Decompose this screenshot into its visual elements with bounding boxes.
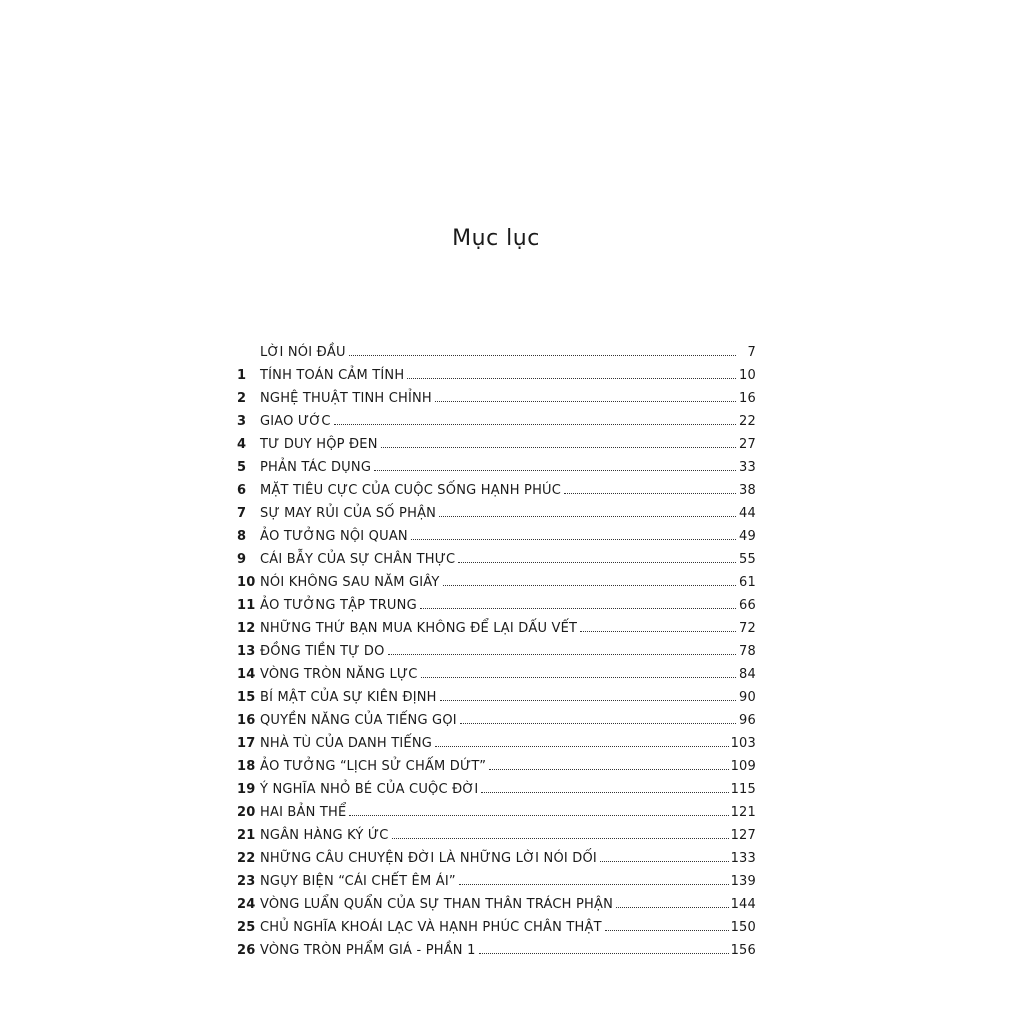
- toc-entry: [232, 437, 756, 460]
- dot-leader: [479, 952, 729, 954]
- toc-entry-number: 25: [237, 920, 256, 935]
- dot-leader: [459, 883, 729, 885]
- toc-entry-page-number: 150: [730, 920, 756, 935]
- dot-leader: [564, 492, 736, 494]
- toc-entry: [232, 828, 756, 851]
- toc-entry-number: 9: [237, 552, 247, 567]
- toc-entry-title: ẢO TƯỞNG NỘI QUAN: [260, 529, 408, 544]
- toc-entry-page-number: 38: [739, 483, 756, 498]
- toc-entry-number: 20: [237, 805, 256, 820]
- table-of-contents: [232, 345, 756, 966]
- toc-entry-title: CHỦ NGHĨA KHOÁI LẠC VÀ HẠNH PHÚC CHÂN THẬT: [260, 920, 602, 935]
- toc-entry-title: GIAO ƯỚC: [260, 414, 331, 429]
- toc-entry-title: NGÂN HÀNG KÝ ỨC: [260, 828, 389, 843]
- toc-entry: [232, 759, 756, 782]
- toc-entry: [232, 552, 756, 575]
- toc-entry-number: 6: [237, 483, 247, 498]
- toc-entry-number: 5: [237, 460, 247, 475]
- toc-entry-number: 15: [237, 690, 256, 705]
- toc-entry-title: Ý NGHĨA NHỎ BÉ CỦA CUỘC ĐỜI: [260, 782, 479, 797]
- dot-leader: [489, 768, 728, 770]
- toc-entry-page-number: 109: [730, 759, 756, 774]
- toc-entry-page-number: 72: [739, 621, 756, 636]
- toc-entry-page-number: 55: [739, 552, 756, 567]
- toc-entry-number: 19: [237, 782, 256, 797]
- toc-entry-page-number: 90: [739, 690, 756, 705]
- toc-entry: [232, 943, 756, 966]
- toc-entry: [232, 690, 756, 713]
- dot-leader: [334, 423, 736, 425]
- toc-entry-title: QUYỀN NĂNG CỦA TIẾNG GỌI: [260, 713, 457, 728]
- toc-entry-page-number: 16: [739, 391, 756, 406]
- toc-entry: [232, 529, 756, 552]
- toc-entry-title: NHÀ TÙ CỦA DANH TIẾNG: [260, 736, 433, 751]
- toc-entry: [232, 897, 756, 920]
- toc-entry-number: 24: [237, 897, 256, 912]
- toc-entry-page-number: 96: [739, 713, 756, 728]
- dot-leader: [443, 584, 736, 586]
- toc-entry-title: NÓI KHÔNG SAU NĂM GIÂY: [260, 575, 440, 590]
- toc-entry-number: 4: [237, 437, 247, 452]
- toc-entry-number: 21: [237, 828, 256, 843]
- dot-leader: [388, 653, 736, 655]
- toc-entry-page-number: 61: [739, 575, 756, 590]
- toc-entry: [232, 414, 756, 437]
- toc-entry-page-number: 22: [739, 414, 756, 429]
- toc-entry-number: 3: [237, 414, 247, 429]
- toc-entry-page-number: 49: [739, 529, 756, 544]
- toc-entry-title: NHỮNG CÂU CHUYỆN ĐỜI LÀ NHỮNG LỜI NÓI DỐI: [260, 851, 597, 866]
- toc-entry-number: 14: [237, 667, 256, 682]
- toc-entry-number: 7: [237, 506, 247, 521]
- toc-entry: [232, 345, 756, 368]
- dot-leader: [374, 469, 736, 471]
- dot-leader: [458, 561, 736, 563]
- toc-entry: [232, 460, 756, 483]
- toc-entry-number: 10: [237, 575, 256, 590]
- toc-entry-page-number: 133: [730, 851, 756, 866]
- dot-leader: [421, 676, 736, 678]
- dot-leader: [381, 446, 736, 448]
- toc-entry-title: NHỮNG THỨ BẠN MUA KHÔNG ĐỂ LẠI DẤU VẾT: [260, 621, 578, 636]
- toc-entry-title: ẢO TƯỞNG TẬP TRUNG: [260, 598, 417, 613]
- toc-entry-page-number: 139: [730, 874, 756, 889]
- toc-entry-page-number: 66: [739, 598, 756, 613]
- toc-entry-title: LỜI NÓI ĐẦU: [260, 345, 346, 360]
- toc-entry-title: BÍ MẬT CỦA SỰ KIÊN ĐỊNH: [260, 690, 437, 705]
- toc-entry-number: 2: [237, 391, 247, 406]
- toc-entry-number: 16: [237, 713, 256, 728]
- toc-entry-page-number: 115: [730, 782, 756, 797]
- toc-entry-page-number: 33: [739, 460, 756, 475]
- dot-leader: [440, 699, 736, 701]
- toc-entry-page-number: 144: [730, 897, 756, 912]
- dot-leader: [392, 837, 729, 839]
- toc-entry-title: NGỤY BIỆN “CÁI CHẾT ÊM ÁI”: [260, 874, 456, 889]
- dot-leader: [600, 860, 729, 862]
- toc-entry: [232, 920, 756, 943]
- toc-entry-number: 18: [237, 759, 256, 774]
- toc-entry-title: VÒNG TRÒN NĂNG LỰC: [260, 667, 418, 682]
- toc-entry: [232, 506, 756, 529]
- toc-entry: [232, 851, 756, 874]
- toc-entry-page-number: 103: [730, 736, 756, 751]
- toc-entry-page-number: 121: [730, 805, 756, 820]
- toc-entry: [232, 736, 756, 759]
- toc-entry-page-number: 7: [747, 345, 756, 360]
- dot-leader: [349, 354, 736, 356]
- toc-entry-number: 8: [237, 529, 247, 544]
- toc-entry-title: CÁI BẪY CỦA SỰ CHÂN THỰC: [260, 552, 456, 567]
- toc-entry-number: 12: [237, 621, 256, 636]
- toc-entry: [232, 667, 756, 690]
- toc-entry: [232, 805, 756, 828]
- toc-entry-page-number: 156: [730, 943, 756, 958]
- toc-entry: [232, 874, 756, 897]
- toc-entry: [232, 575, 756, 598]
- toc-entry-page-number: 10: [739, 368, 756, 383]
- toc-entry-number: 26: [237, 943, 256, 958]
- dot-leader: [349, 814, 728, 816]
- toc-entry-page-number: 44: [739, 506, 756, 521]
- toc-entry-page-number: 78: [739, 644, 756, 659]
- dot-leader: [616, 906, 729, 908]
- dot-leader: [411, 538, 736, 540]
- toc-entry-title: HAI BẢN THỂ: [260, 805, 347, 820]
- toc-entry-number: 17: [237, 736, 256, 751]
- toc-entry-title: ẢO TƯỞNG “LỊCH SỬ CHẤM DỨT”: [260, 759, 487, 774]
- dot-leader: [439, 515, 736, 517]
- toc-entry-title: MẶT TIÊU CỰC CỦA CUỘC SỐNG HẠNH PHÚC: [260, 483, 562, 498]
- toc-entry: [232, 621, 756, 644]
- toc-entry-page-number: 84: [739, 667, 756, 682]
- toc-entry: [232, 598, 756, 621]
- toc-entry-number: 1: [237, 368, 247, 383]
- toc-entry-title: TƯ DUY HỘP ĐEN: [260, 437, 378, 452]
- toc-entry-page-number: 27: [739, 437, 756, 452]
- toc-entry: [232, 644, 756, 667]
- toc-entry-title: VÒNG TRÒN PHẨM GIÁ - PHẦN 1: [260, 943, 476, 958]
- toc-entry: [232, 483, 756, 506]
- toc-entry-title: VÒNG LUẨN QUẨN CỦA SỰ THAN THÂN TRÁCH PHẬN: [260, 897, 614, 912]
- dot-leader: [460, 722, 736, 724]
- dot-leader: [435, 745, 729, 747]
- page-title: Mục lục: [452, 226, 540, 251]
- dot-leader: [481, 791, 728, 793]
- dot-leader: [420, 607, 736, 609]
- toc-entry-page-number: 127: [730, 828, 756, 843]
- toc-entry-title: NGHỆ THUẬT TINH CHỈNH: [260, 391, 432, 406]
- dot-leader: [605, 929, 729, 931]
- toc-entry-title: ĐỒNG TIỀN TỰ DO: [260, 644, 385, 659]
- toc-entry: [232, 782, 756, 805]
- toc-entry-number: 22: [237, 851, 256, 866]
- toc-entry-number: 23: [237, 874, 256, 889]
- dot-leader: [435, 400, 736, 402]
- toc-entry: [232, 713, 756, 736]
- toc-entry-title: PHẢN TÁC DỤNG: [260, 460, 372, 475]
- toc-entry-title: TÍNH TOÁN CẢM TÍNH: [260, 368, 405, 383]
- toc-entry-title: SỰ MAY RỦI CỦA SỐ PHẬN: [260, 506, 437, 521]
- dot-leader: [580, 630, 736, 632]
- toc-entry-number: 11: [237, 598, 256, 613]
- toc-entry-number: 13: [237, 644, 256, 659]
- toc-entry: [232, 368, 756, 391]
- toc-entry: [232, 391, 756, 414]
- dot-leader: [407, 377, 736, 379]
